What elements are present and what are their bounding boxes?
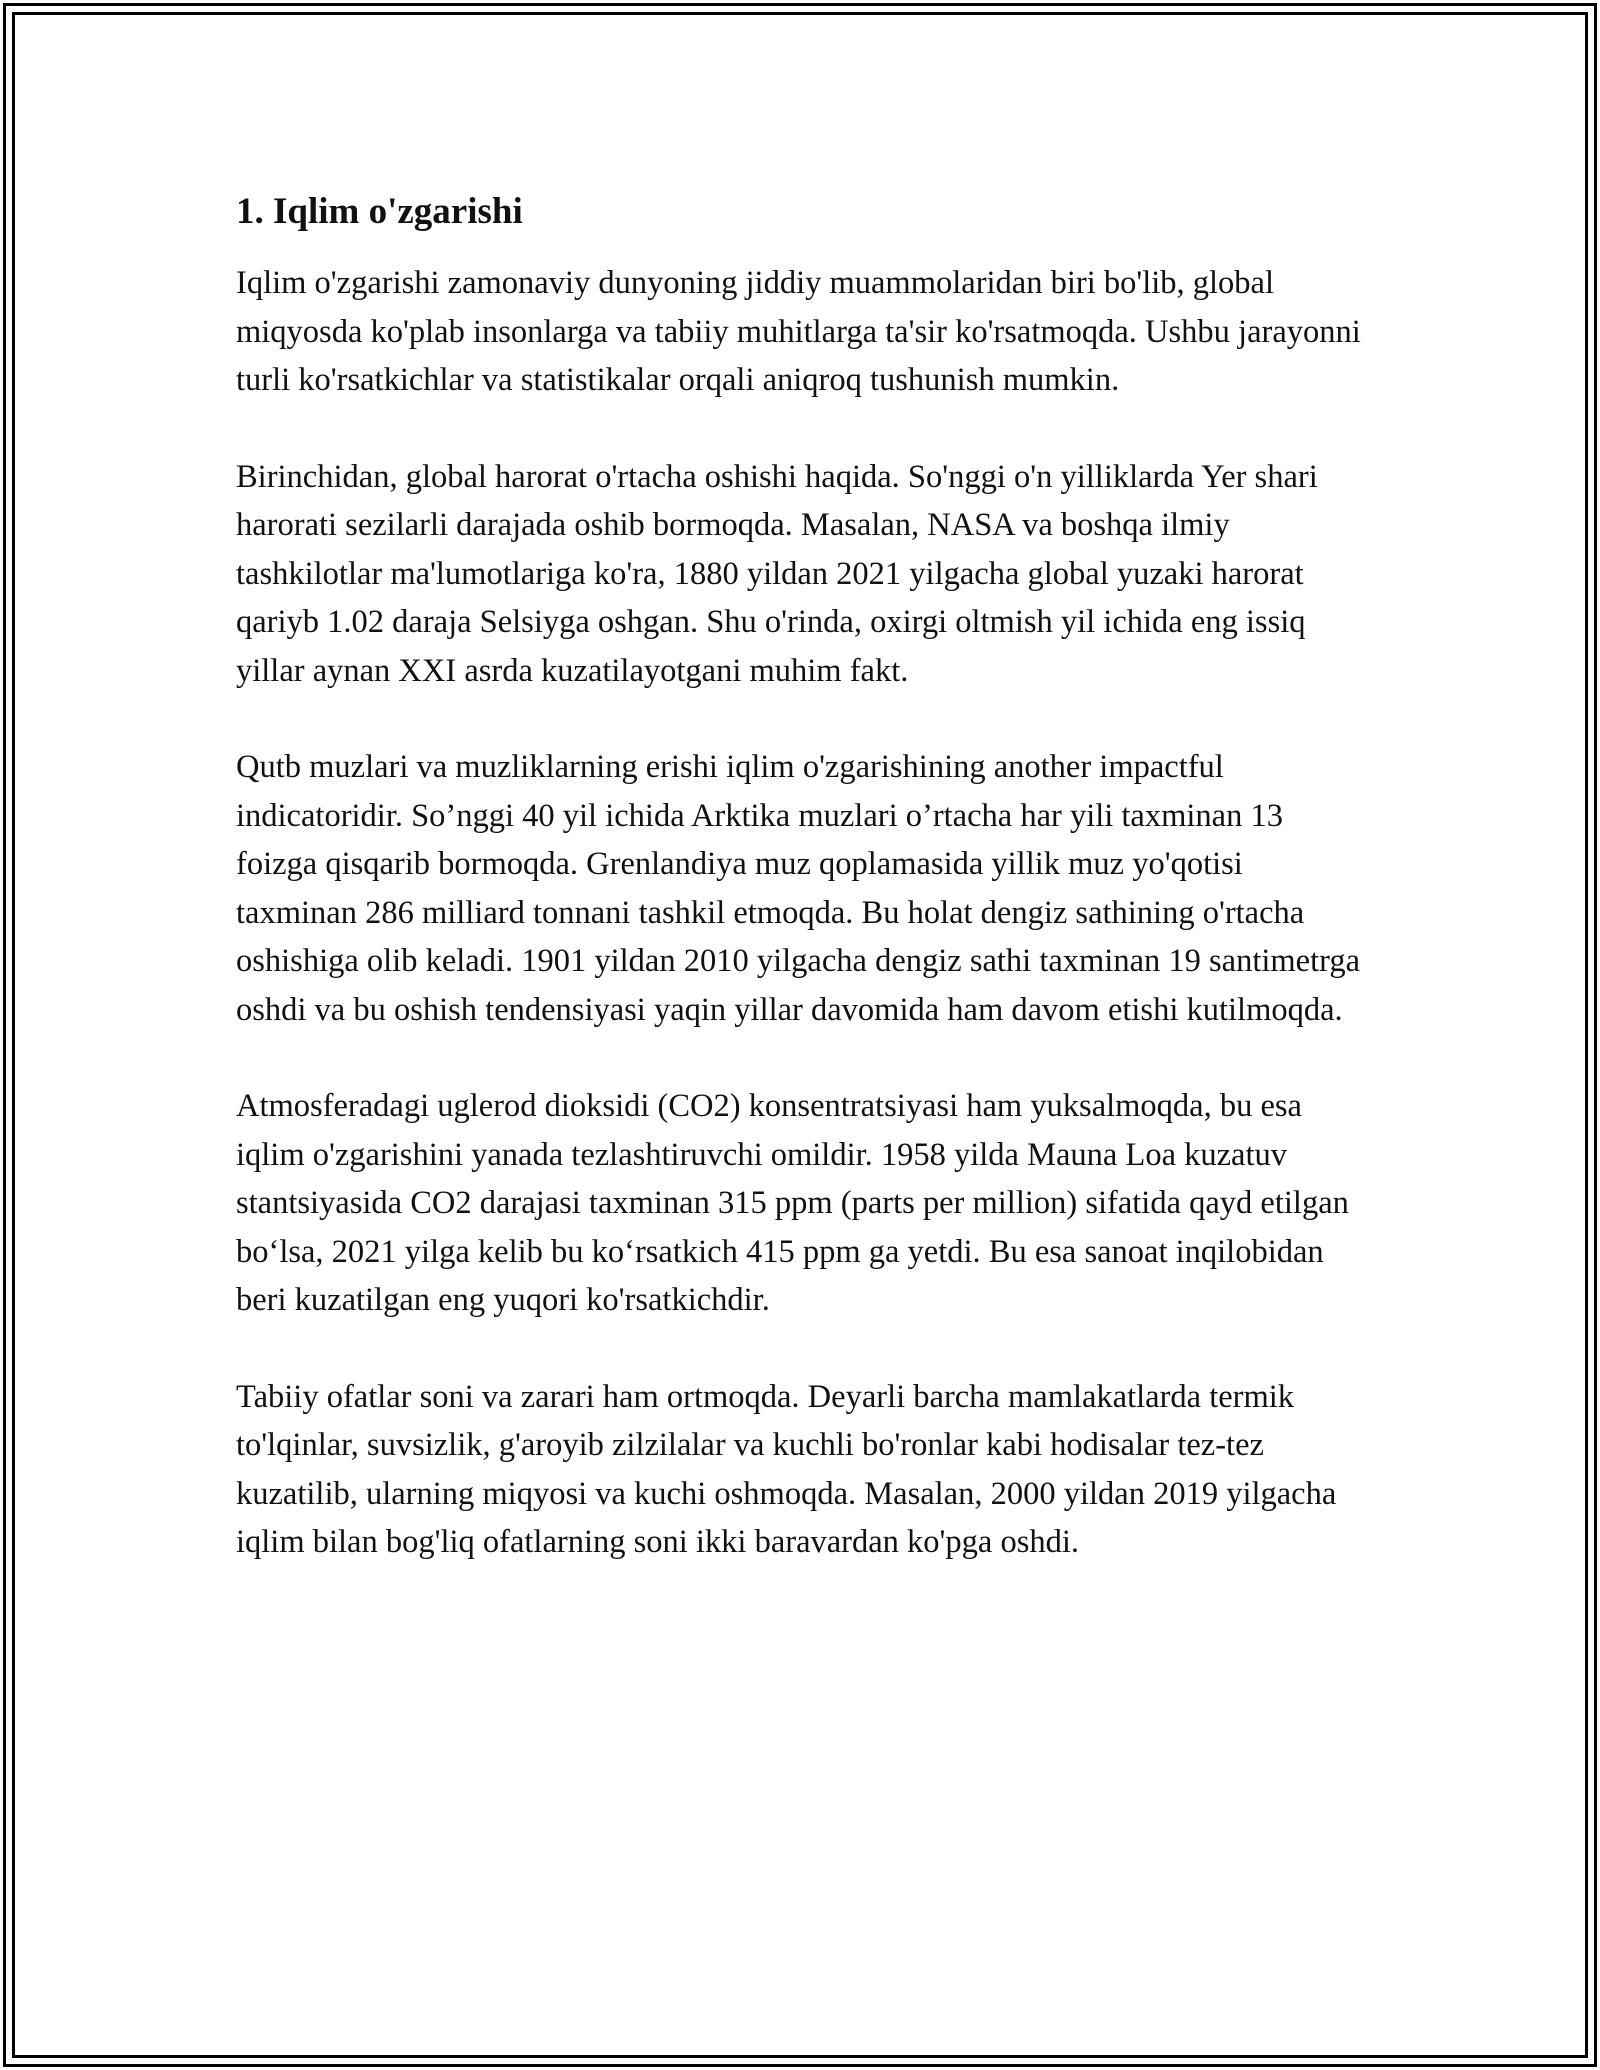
paragraph-natural-disasters: Tabiiy ofatlar soni va zarari ham ortmoqda. Deyarli barcha mamlakatlarda termik to'lqinlar, suvsizlik, g'aroyib zilzilalar va kuchli bo'ronlar kabi hodisalar tez-tez kuzatilib, ularning miqyosi va kuchi oshmoqda. Masalan, 2000 yildan 2019 yilgacha iqlim bilan bog'liq ofatlarning soni ikki baravardan ko'pga oshdi. <box>236 1378 1337 1560</box>
paragraph-intro: Iqlim o'zgarishi zamonaviy dunyoning jiddiy muammolaridan biri bo'lib, global miqyosda ko'plab insonlarga va tabiiy muhitlarga ta'sir ko'rsatmoqda. Ushbu jarayonni turli ko'rsatkichlar va statistikalar orqali aniqroq tushunish mumkin. <box>236 265 1361 398</box>
document-body <box>236 190 1366 1615</box>
paragraph-polar-ice: Qutb muzlari va muzliklarning erishi iqlim o'zgarishining another impactful indicatoridir. So’nggi 40 yil ichida Arktika muzlari o’rtacha har yili taxminan 13 foizga qisqarib bormoqda. Grenlandiya muz qoplamasida yillik muz yo'qotisi taxminan 286 milliard tonnani tashkil etmoqda. Bu holat dengiz sathining o'rtacha oshishiga olib keladi. 1901 yildan 2010 yilgacha dengiz sathi taxminan 19 santimetrga oshdi va bu oshish tendensiyasi yaqin yillar davomida ham davom etishi kutilmoqda. <box>236 749 1361 1028</box>
section-heading: 1. Iqlim o'zgarishi <box>236 191 523 232</box>
paragraph-co2: Atmosferadagi uglerod dioksidi (CO2) konsentratsiyasi ham yuksalmoqda, bu esa iqlim o'zgarishini yanada tezlashtiruvchi omildir. 1958 yilda Mauna Loa kuzatuv stantsiyasida CO2 darajasi taxminan 315 ppm (parts per million) sifatida qayd etilgan bo‘lsa, 2021 yilga kelib bu ko‘rsatkich 415 ppm ga yetdi. Bu esa sanoat inqilobidan beri kuzatilgan eng yuqori ko'rsatkichdir. <box>236 1088 1349 1318</box>
paragraph-global-temperature: Birinchidan, global harorat o'rtacha oshishi haqida. So'nggi o'n yilliklarda Yer shari harorati sezilarli darajada oshib bormoqda. Masalan, NASA va boshqa ilmiy tashkilotlar ma'lumotlariga ko'ra, 1880 yildan 2021 yilgacha global yuzaki harorat qariyb 1.02 daraja Selsiyga oshgan. Shu o'rinda, oxirgi oltmish yil ichida eng issiq yillar aynan XXI asrda kuzatilayotgani muhim fakt. <box>236 458 1318 689</box>
